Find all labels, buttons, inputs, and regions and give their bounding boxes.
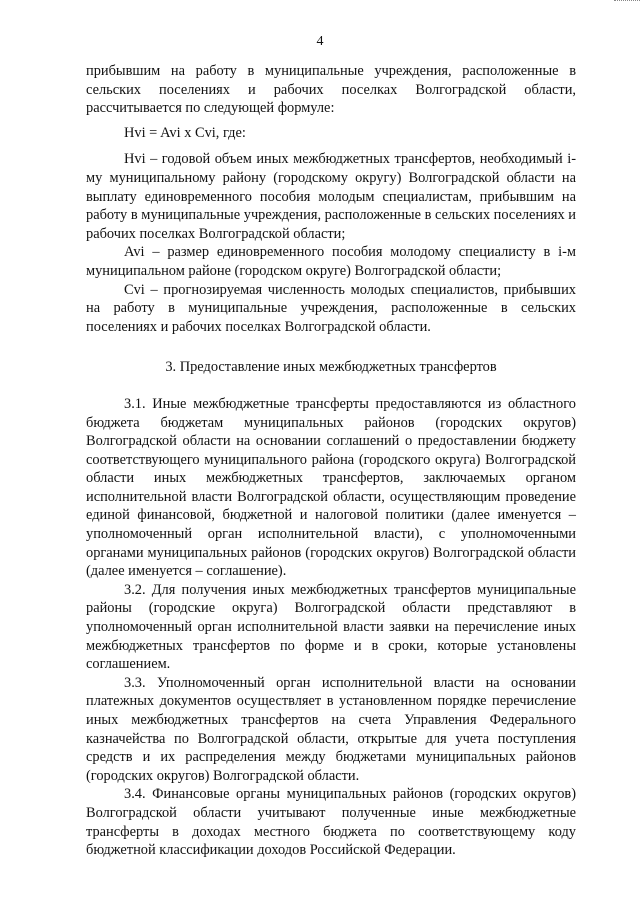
paragraph-3-1: 3.1. Иные межбюджетные трансферты предоставляются из областного бюджета бюджетам муниципальных районов (городских округов) Волгоградской области на основании соглашений о предоставлении бюджету соответствующего муниципального района (городского округа) Волгоградской области иных межбюджетных трансфертов, заключаемых органом исполнительной власти Волгоградской области, осуществляющим проведение единой финансовой, бюджетной и налоговой политики (далее именуется – уполномоченный орган исполнительной власти), с уполномоченными органами муниципальных районов (городских округов) Волгоградской области (далее именуется – соглашение). <box>86 395 576 580</box>
paragraph-3-2: 3.2. Для получения иных межбюджетных трансфертов муниципальные районы (городские округа) Волгоградской области представляют в уполномоченный орган исполнительной власти заявки на перечисление иных межбюджетных трансфертов по форме и в сроки, которые установлены соглашением. <box>86 581 576 673</box>
intro-paragraph: прибывшим на работу в муниципальные учреждения, расположенные в сельских поселениях и рабочих поселках Волгоградской области, рассчитывается по следующей формуле: <box>86 63 576 117</box>
definition-hv: Hvi – годовой объем иных межбюджетных трансфертов, необходимый i-му муниципальному району (городскому округу) Волгоградской области на выплату единовременного пособия молодым специалистам, прибывшим на работу в муниципальные учреждения, расположенные в сельских поселениях и рабочих поселках Волгоградской области; <box>86 151 576 242</box>
paragraph-3-3: 3.3. Уполномоченный орган исполнительной власти на основании платежных документов осуществляет в установленном порядке перечисление иных межбюджетных трансфертов на счета Управления Федерального казначейства по Волгоградской области, открытые для учета поступления средств и их распределения между бюджетами муниципальных районов (городских округов) Волгоградской области. <box>86 674 576 784</box>
scan-corner-mark <box>614 0 640 4</box>
definition-av: Avi – размер единовременного пособия молодому специалисту в i-м муниципальном районе (городском округе) Волгоградской области; <box>86 244 576 279</box>
document-body <box>86 62 576 860</box>
section-heading: 3. Предоставление иных межбюджетных трансфертов <box>165 359 497 376</box>
definition-cv: Cvi – прогнозируемая численность молодых специалистов, прибывших на работу в муниципальные учреждения, расположенные в сельских поселениях и рабочих поселках Волгоградской области. <box>86 281 576 335</box>
formula: Hvi = Avi x Cvi, где: <box>124 124 246 141</box>
page-number: 4 <box>316 34 324 49</box>
paragraph-3-4: 3.4. Финансовые органы муниципальных районов (городских округов) Волгоградской области учитывают полученные иные межбюджетные трансферты в доходах местного бюджета по соответствующему коду бюджетной классификации доходов Российской Федерации. <box>86 786 576 859</box>
